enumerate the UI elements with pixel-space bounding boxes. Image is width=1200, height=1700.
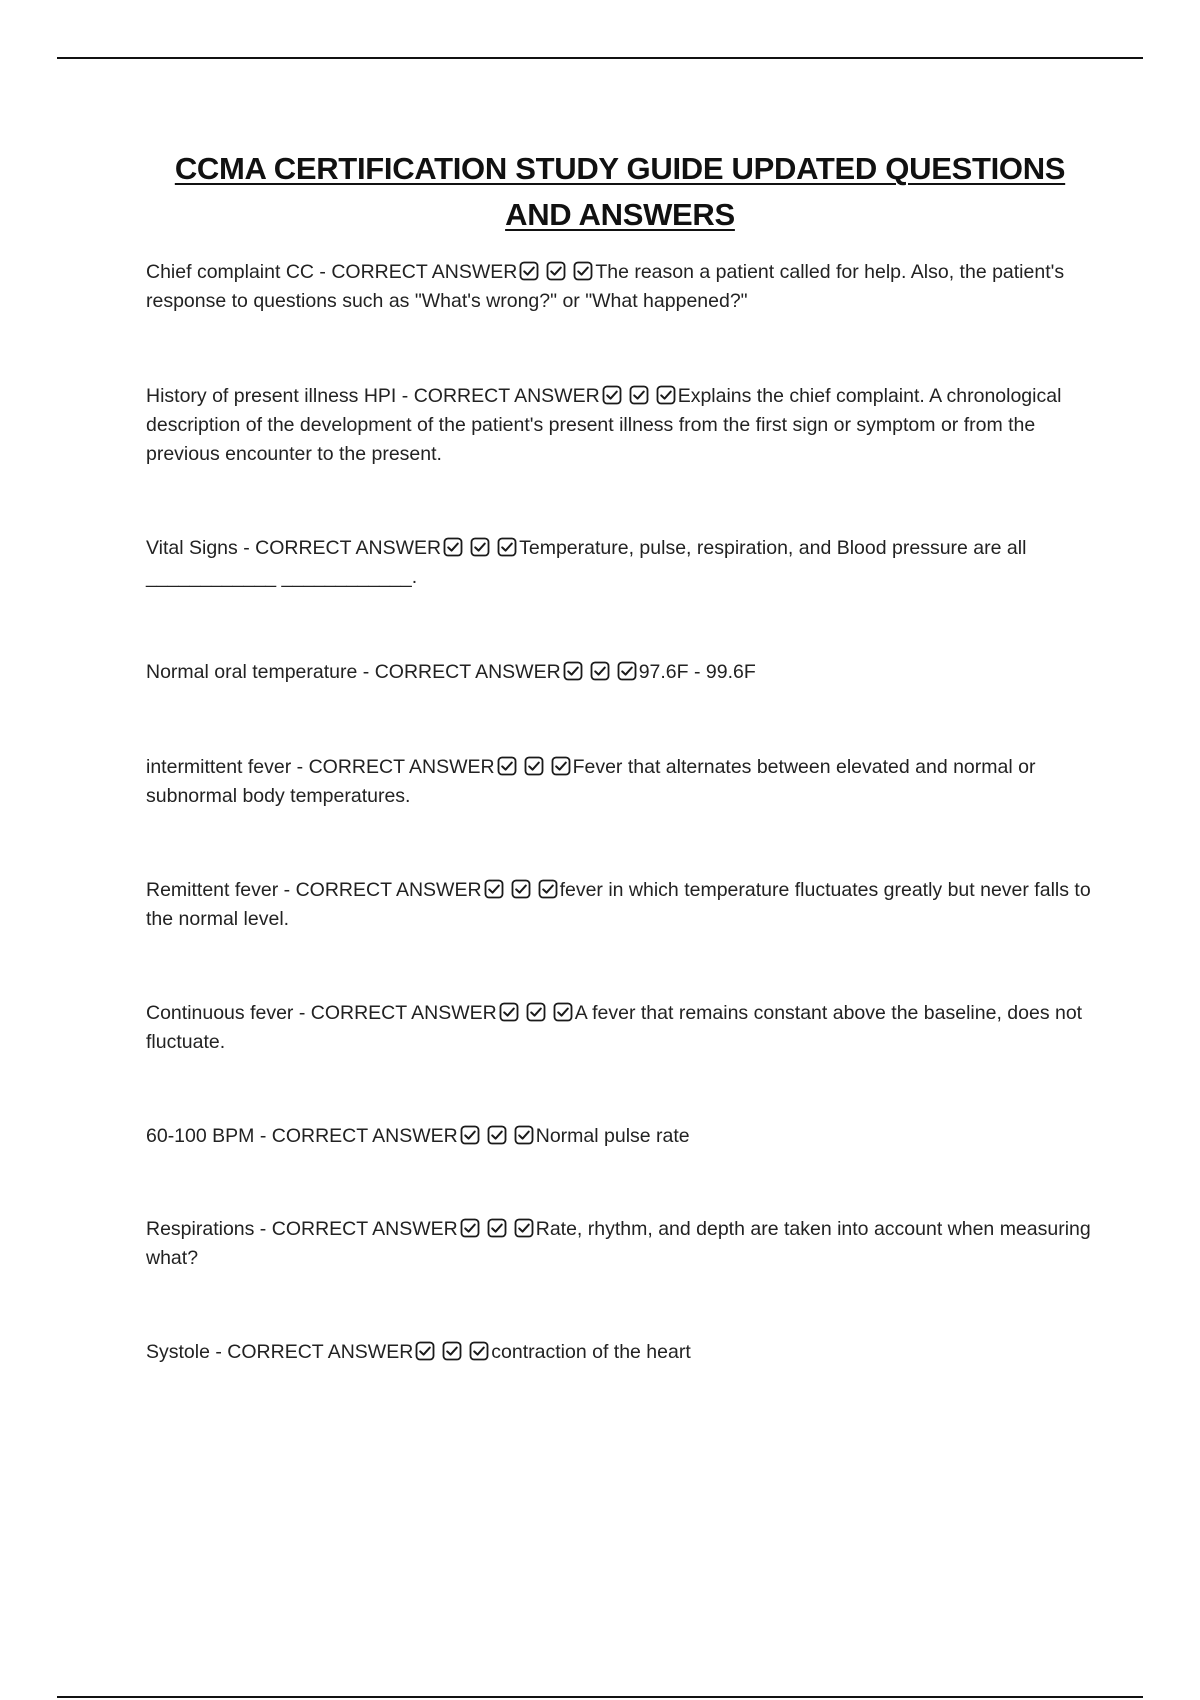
- check-marks: [415, 1341, 489, 1361]
- qa-separator: -: [313, 261, 332, 283]
- qa-term: Systole: [146, 1341, 210, 1363]
- check-marks: [460, 1125, 534, 1145]
- checked-box-icon: [443, 537, 463, 557]
- checked-box-icon: [526, 1002, 546, 1022]
- checked-box-icon: [487, 1218, 507, 1238]
- qa-term: Continuous fever: [146, 1002, 294, 1024]
- qa-term: Respirations: [146, 1218, 255, 1240]
- qa-answer-label: CORRECT ANSWER: [271, 1218, 458, 1240]
- checked-box-icon: [460, 1125, 480, 1145]
- qa-item-10: [146, 1338, 1096, 1367]
- check-marks: [484, 879, 558, 899]
- check-marks: [519, 261, 593, 281]
- qa-answer-label: CORRECT ANSWER: [227, 1341, 414, 1363]
- qa-answer: Rate, rhythm, and depth are taken into account when measuring what?: [146, 1218, 1091, 1269]
- title-line-1: CCMA CERTIFICATION STUDY GUIDE UPDATED QUESTIONS: [174, 151, 1066, 186]
- qa-term: Chief complaint CC: [146, 261, 314, 283]
- qa-term: Normal oral temperature: [146, 661, 358, 683]
- checked-box-icon: [538, 879, 558, 899]
- checked-box-icon: [617, 661, 637, 681]
- checked-box-icon: [590, 661, 610, 681]
- checked-box-icon: [514, 1218, 534, 1238]
- qa-item-3: [146, 534, 1096, 592]
- qa-item-8: [146, 1122, 1096, 1151]
- checked-box-icon: [511, 879, 531, 899]
- qa-term: Vital Signs: [146, 537, 238, 559]
- checked-box-icon: [469, 1341, 489, 1361]
- qa-answer-label: CORRECT ANSWER: [374, 661, 561, 683]
- qa-item-1: [146, 258, 1096, 316]
- qa-term: intermittent fever: [146, 756, 292, 778]
- checked-box-icon: [563, 661, 583, 681]
- qa-separator: -: [396, 385, 414, 407]
- qa-term: 60-100 BPM: [146, 1125, 255, 1147]
- check-marks: [497, 756, 571, 776]
- qa-answer-label: CORRECT ANSWER: [310, 1002, 497, 1024]
- checked-box-icon: [499, 1002, 519, 1022]
- qa-separator: -: [293, 1002, 311, 1024]
- checked-box-icon: [497, 537, 517, 557]
- bottom-divider: [57, 1696, 1143, 1698]
- checked-box-icon: [514, 1125, 534, 1145]
- qa-answer: Normal pulse rate: [535, 1125, 690, 1147]
- top-divider: [57, 57, 1143, 59]
- qa-term: History of present illness HPI: [146, 385, 397, 407]
- qa-answer-label: CORRECT ANSWER: [413, 385, 600, 407]
- checked-box-icon: [519, 261, 539, 281]
- qa-answer: fever in which temperature fluctuates greatly but never falls to the normal level.: [146, 879, 1091, 930]
- qa-answer-label: CORRECT ANSWER: [255, 537, 442, 559]
- check-marks: [499, 1002, 573, 1022]
- qa-separator: -: [357, 661, 375, 683]
- checked-box-icon: [629, 385, 649, 405]
- checked-box-icon: [656, 385, 676, 405]
- qa-separator: -: [254, 1218, 272, 1240]
- checked-box-icon: [484, 879, 504, 899]
- title-line-2: AND ANSWERS: [505, 197, 735, 232]
- qa-answer: contraction of the heart: [491, 1341, 691, 1363]
- checked-box-icon: [602, 385, 622, 405]
- qa-separator: -: [278, 879, 296, 901]
- qa-item-7: [146, 999, 1096, 1057]
- qa-separator: -: [291, 756, 309, 778]
- qa-answer: 97.6F - 99.6F: [638, 661, 756, 683]
- checked-box-icon: [573, 261, 593, 281]
- checked-box-icon: [460, 1218, 480, 1238]
- qa-item-9: [146, 1215, 1096, 1273]
- qa-answer: Explains the chief complaint. A chronological description of the development of the patient's present illness from the first sign or symptom or from the previous encounter to the present.: [146, 385, 1062, 465]
- qa-answer-label: CORRECT ANSWER: [271, 1125, 458, 1147]
- checked-box-icon: [487, 1125, 507, 1145]
- checked-box-icon: [524, 756, 544, 776]
- page-title: [120, 146, 1120, 238]
- qa-item-2: [146, 382, 1096, 469]
- check-marks: [602, 385, 676, 405]
- qa-answer-label: CORRECT ANSWER: [295, 879, 482, 901]
- checked-box-icon: [497, 756, 517, 776]
- qa-answer-label: CORRECT ANSWER: [308, 756, 495, 778]
- qa-separator: -: [209, 1341, 228, 1363]
- qa-answer: A fever that remains constant above the baseline, does not fluctuate.: [146, 1002, 1083, 1053]
- checked-box-icon: [470, 537, 490, 557]
- qa-item-6: [146, 876, 1096, 934]
- check-marks: [443, 537, 517, 557]
- qa-term: Remittent fever: [146, 879, 279, 901]
- qa-item-5: [146, 753, 1096, 811]
- qa-answer: Fever that alternates between elevated and normal or subnormal body temperatures.: [146, 756, 1036, 807]
- qa-separator: -: [254, 1125, 272, 1147]
- check-marks: [460, 1218, 534, 1238]
- qa-answer: Temperature, pulse, respiration, and Blood pressure are all ____________ ____________.: [146, 537, 1027, 588]
- checked-box-icon: [442, 1341, 462, 1361]
- qa-separator: -: [237, 537, 256, 559]
- checked-box-icon: [553, 1002, 573, 1022]
- check-marks: [563, 661, 637, 681]
- qa-item-4: [146, 658, 1096, 687]
- checked-box-icon: [551, 756, 571, 776]
- qa-answer: The reason a patient called for help. Also, the patient's response to questions such as "What's wrong?" or "What happened?": [146, 261, 1065, 312]
- checked-box-icon: [415, 1341, 435, 1361]
- checked-box-icon: [546, 261, 566, 281]
- qa-answer-label: CORRECT ANSWER: [331, 261, 518, 283]
